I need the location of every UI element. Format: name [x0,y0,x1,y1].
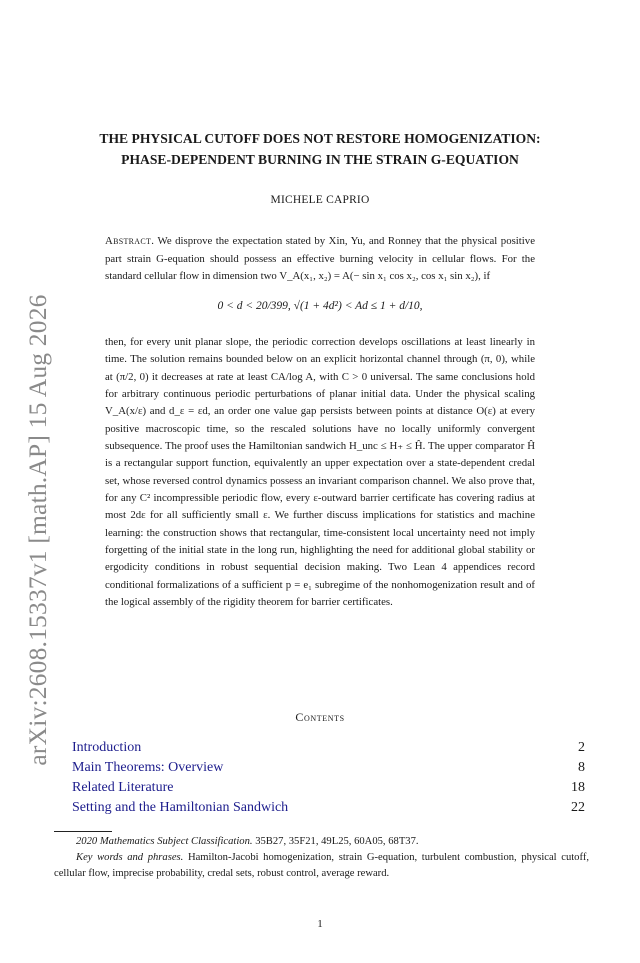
footnote-rule [54,831,112,832]
toc-item-label[interactable]: Main Theorems: Overview [72,760,224,775]
toc-item-introduction[interactable] [72,738,585,758]
toc-item-page: 18 [571,780,585,795]
msc-codes: 35B27, 35F21, 49L25, 60A05, 68T37. [255,836,419,847]
abstract-paragraph-2: then, for every unit planar slope, the periodic correction develops oscillations at least linearly in time. The solution remains bounded below on an explicit horizontal channel through (π, 0), while at (π/2, 0) it decreases at rate at least CA/log A, with C > 0 universal. The same conclusions hold for arbitrary continuous periodic perturbations of planar initial data. Under the physical scaling V_A(x/ε) and d_ε = εd, an order one value gap persists between points at distance O(ε) at every positive macroscopic time, so the rescaled solutions have no locally uniformly convergent subsequence. The proof uses the Hamiltonian sandwich H_unc ≤ H₊ ≤ Ĥ. The upper comparator Ĥ is a rectangular support function, equivalently an upper expectation over a state-dependent credal set, whose reversed control dynamics possess an invariant comparison channel. We also prove that, for any C² incompressible periodic flow, every ε-outward barrier certificate has covering radius at most 2dε for all sufficiently small ε. We further discuss implications for statistics and machine learning: the construction shows that rectangular, time-consistent local uncertainty need not imply forgetting of the initial state in the long run, highlighting the need for additional global stability or ergodicity conditions in robust sequential decision making. Two Lean 4 appendices record conditional formalizations of a sufficient p = e₁ subregime of the nonhomogenization result and of the logical assembly of the rigidity theorem for barrier certificates. [105,336,535,609]
toc-item-label[interactable]: Setting and the Hamiltonian Sandwich [72,800,289,815]
display-formula: 0 < d < 20/399, √(1 + 4d²) < Ad ≤ 1 + d/10, [217,300,423,312]
keywords-text: Hamilton-Jacobi homogenization, strain G-equation, turbulent combustion, physical cutoff, cellular flow, imprecise probability, credal sets, robust control, average reward. [54,852,589,879]
toc-item-related-literature[interactable] [72,778,585,798]
contents-heading: Contents [295,710,345,724]
keywords-footnote [54,850,589,882]
msc-footnote [54,834,589,850]
abstract-label: Abstract. [105,235,155,247]
title-line-2: PHASE-DEPENDENT BURNING IN THE STRAIN G-EQUATION [121,152,519,167]
arxiv-identifier-sidebar [18,160,58,900]
paper-title [50,128,590,170]
arxiv-identifier: arXiv:2608.15337v1 [math.AP] 15 Aug 2026 [23,294,52,766]
abstract-text-1: We disprove the expectation stated by Xin, Yu, and Ronney that the physical positive part strain G-equation should possess an effective burning velocity in cellular flows. For the standard cellular flow in dimension two V_A(x₁, x₂) = A(− sin x₁ cos x₂, cos x₁ sin x₂), if [105,235,535,283]
toc-item-page: 8 [578,760,585,775]
toc-item-label[interactable]: Related Literature [72,780,174,795]
table-of-contents [72,738,585,818]
toc-item-setting[interactable] [72,798,585,818]
abstract-paragraph-1 [105,233,535,286]
author-name: MICHELE CAPRIO [270,194,370,206]
keywords-label: Key words and phrases. [76,852,184,863]
toc-item-main-theorems[interactable] [72,758,585,778]
title-line-1: THE PHYSICAL CUTOFF DOES NOT RESTORE HOMOGENIZATION: [99,131,541,146]
toc-item-page: 2 [578,740,585,755]
page-number: 1 [317,918,323,930]
msc-label: 2020 Mathematics Subject Classification. [76,836,253,847]
toc-item-label[interactable]: Introduction [72,740,142,755]
toc-item-page: 22 [571,800,585,815]
